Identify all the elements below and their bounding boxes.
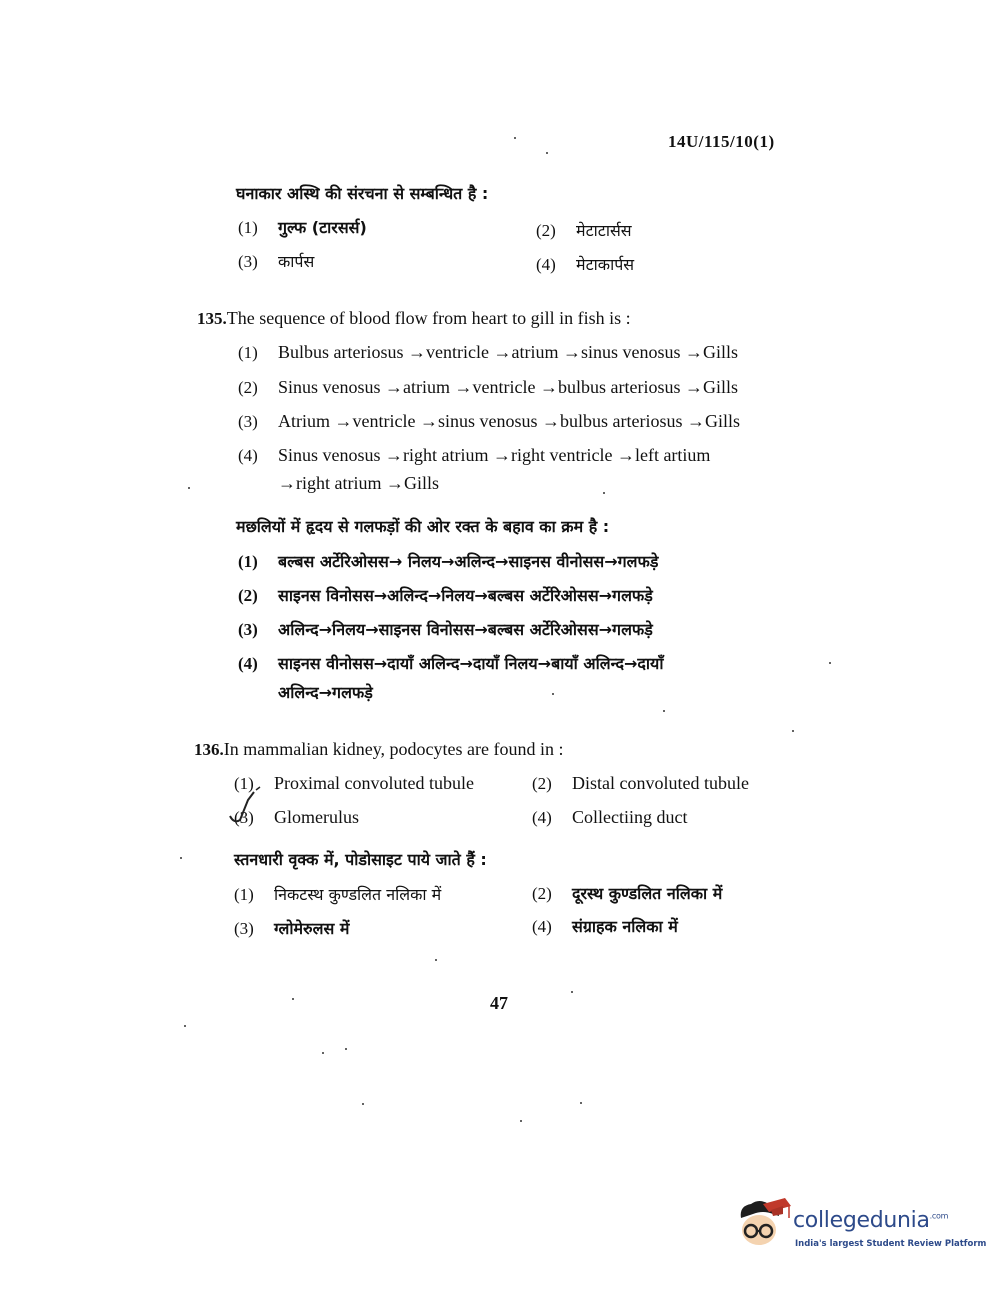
q134-option-2 bbox=[536, 220, 632, 242]
q135-option-4 bbox=[238, 444, 710, 467]
logo-com: .com bbox=[929, 1211, 949, 1221]
q135-stem-line bbox=[197, 307, 631, 330]
q134-option-3 bbox=[238, 251, 314, 273]
q135-option-3 bbox=[238, 410, 740, 433]
logo-tagline: India's largest Student Review Platform bbox=[795, 1239, 987, 1249]
option-text: Bulbus arteriosus →ventricle →atrium →sinus venosus →Gills bbox=[278, 342, 738, 362]
option-number: (4) bbox=[532, 808, 552, 827]
option-text: निकटस्थ कुण्डलित नलिका में bbox=[274, 885, 442, 904]
option-text: मेटाकार्पस bbox=[576, 255, 635, 274]
q135-hindi-option-2 bbox=[238, 585, 653, 607]
option-number: (1) bbox=[238, 218, 258, 237]
option-text: Sinus venosus →right atrium →right ventricle →left artium bbox=[278, 445, 711, 465]
scan-speck bbox=[188, 487, 190, 489]
option-number: (2) bbox=[532, 884, 552, 903]
q136-hindi-option-3 bbox=[234, 918, 349, 940]
option-number: (4) bbox=[238, 654, 258, 673]
option-text: मेटाटार्सस bbox=[576, 221, 632, 240]
q135-hindi-option-1 bbox=[238, 551, 658, 573]
page-number: 47 bbox=[490, 993, 508, 1013]
scan-speck bbox=[663, 710, 665, 712]
option-number: (4) bbox=[532, 917, 552, 936]
q135-option-1 bbox=[238, 341, 738, 364]
scan-speck bbox=[829, 662, 831, 664]
scan-speck bbox=[552, 693, 554, 695]
option-number: (2) bbox=[238, 586, 258, 605]
option-number: (2) bbox=[532, 774, 552, 793]
q134-option-4 bbox=[536, 254, 634, 276]
scan-speck bbox=[292, 998, 294, 1000]
scan-speck bbox=[792, 730, 794, 732]
scan-speck bbox=[514, 137, 516, 139]
option-text: बल्बस अर्टेरिओसस→ निलय→अलिन्द→साइनस वीनोसस→गलफड़े bbox=[278, 552, 659, 571]
q135-hindi-option-4-continuation: अलिन्द→गलफड़े bbox=[278, 683, 373, 702]
q134-hindi-stem: घनाकार अस्थि की संरचना से सम्बन्धित है : bbox=[236, 184, 489, 203]
q136-option-4 bbox=[532, 806, 687, 829]
option-number: (1) bbox=[238, 343, 258, 362]
option-text: Sinus venosus →atrium →ventricle →bulbus arteriosus →Gills bbox=[278, 377, 738, 397]
scan-speck bbox=[435, 959, 437, 961]
option-number: (4) bbox=[238, 446, 258, 465]
option-text: साइनस वीनोसस→दायाँ अलिन्द→दायाँ निलय→बायाँ अलिन्द→दायाँ bbox=[278, 654, 664, 673]
q136-option-2 bbox=[532, 772, 749, 795]
question-stem: In mammalian kidney, podocytes are found in : bbox=[223, 739, 564, 759]
scan-speck bbox=[184, 1025, 186, 1027]
question-stem: The sequence of blood flow from heart to gill in fish is : bbox=[226, 308, 631, 328]
scan-speck bbox=[345, 1048, 347, 1050]
question-number: 136. bbox=[194, 740, 224, 759]
q135-hindi-option-4 bbox=[238, 653, 663, 675]
option-text: साइनस विनोसस→अलिन्द→निलय→बल्बस अर्टेरिओसस→गलफड़े bbox=[278, 586, 653, 605]
q136-stem-line bbox=[194, 738, 564, 761]
logo-text bbox=[793, 1208, 948, 1233]
q136-hindi-option-1 bbox=[234, 884, 441, 906]
q134-option-1 bbox=[238, 217, 367, 239]
q135-option-4-continuation: →right atrium →Gills bbox=[278, 473, 439, 493]
q136-option-1 bbox=[234, 772, 474, 795]
option-text: संग्राहक नलिका में bbox=[572, 917, 678, 936]
scan-speck bbox=[580, 1102, 582, 1104]
q136-hindi-option-4 bbox=[532, 916, 678, 938]
option-text: Proximal convoluted tubule bbox=[274, 773, 474, 793]
option-number: (3) bbox=[234, 919, 254, 938]
option-text: Glomerulus bbox=[274, 807, 359, 827]
option-text: दूरस्थ कुण्डलित नलिका में bbox=[572, 884, 723, 903]
option-number: (1) bbox=[234, 774, 254, 793]
q135-option-2 bbox=[238, 376, 738, 399]
option-text: ग्लोमेरुलस में bbox=[274, 919, 350, 938]
answer-tick-mark bbox=[226, 786, 266, 828]
q136-hindi-stem: स्तनधारी वृक्क में, पोडोसाइट पाये जाते हैं : bbox=[234, 850, 487, 869]
option-number: (3) bbox=[238, 412, 258, 431]
scan-speck bbox=[546, 152, 548, 154]
option-text: Collectiing duct bbox=[572, 807, 688, 827]
option-number: (3) bbox=[234, 808, 254, 827]
scan-speck bbox=[571, 991, 573, 993]
q136-hindi-option-2 bbox=[532, 883, 722, 905]
option-number: (2) bbox=[238, 378, 258, 397]
option-text: कार्पस bbox=[278, 252, 315, 271]
scan-speck bbox=[322, 1052, 324, 1054]
option-number: (3) bbox=[238, 252, 258, 271]
scan-speck bbox=[362, 1103, 364, 1105]
scan-speck bbox=[520, 1120, 522, 1122]
option-number: (2) bbox=[536, 221, 556, 240]
question-number: 135. bbox=[197, 309, 227, 328]
q135-hindi-option-3 bbox=[238, 619, 653, 641]
option-text: Atrium →ventricle →sinus venosus →bulbus arteriosus →Gills bbox=[278, 411, 740, 431]
paper-code: 14U/115/10(1) bbox=[668, 132, 775, 151]
mascot-icon bbox=[733, 1196, 793, 1256]
option-text: गुल्फ (टारसर्स) bbox=[278, 218, 367, 237]
collegedunia-logo bbox=[733, 1196, 987, 1258]
logo-name: collegedunia bbox=[793, 1208, 930, 1233]
option-text: Distal convoluted tubule bbox=[572, 773, 749, 793]
option-number: (3) bbox=[238, 620, 258, 639]
q135-hindi-stem: मछलियों में हृदय से गलफड़ों की ओर रक्त के बहाव का क्रम है : bbox=[236, 517, 610, 536]
scan-speck bbox=[180, 857, 182, 859]
option-number: (4) bbox=[536, 255, 556, 274]
option-text: अलिन्द→निलय→साइनस विनोसस→बल्बस अर्टेरिओसस→गलफड़े bbox=[278, 620, 653, 639]
option-number: (1) bbox=[234, 885, 254, 904]
scan-speck bbox=[603, 492, 605, 494]
option-number: (1) bbox=[238, 552, 258, 571]
